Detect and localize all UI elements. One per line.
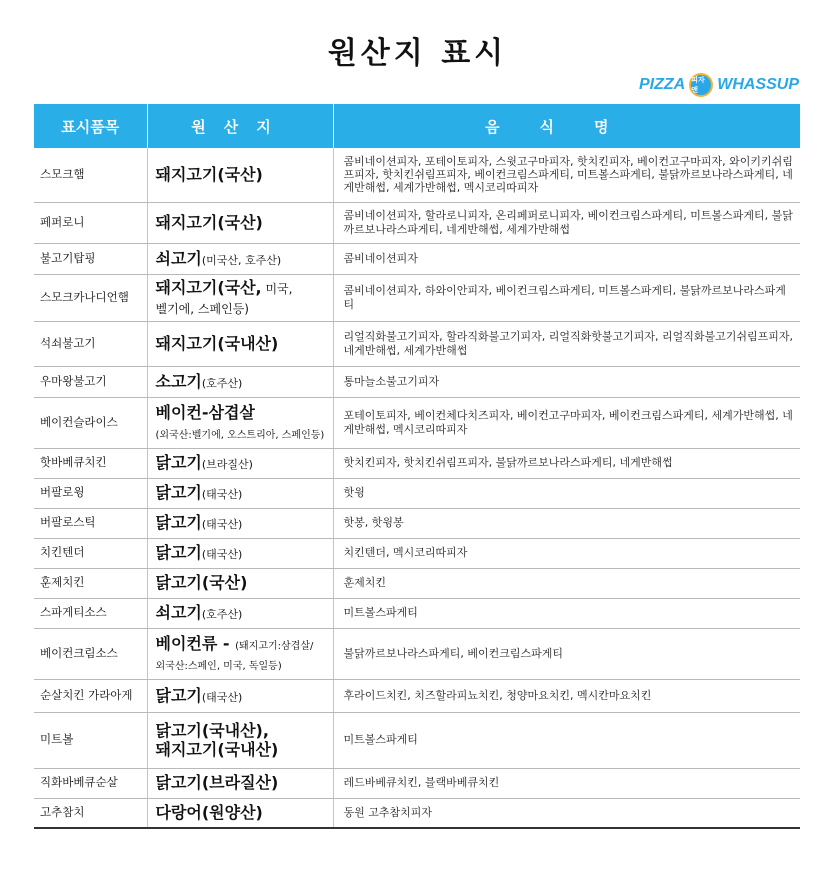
brand-logo <box>639 70 799 100</box>
table-row <box>34 628 800 679</box>
table-row <box>34 243 800 274</box>
page-title: 원산지 표시 <box>327 36 508 71</box>
origin-cell <box>147 243 333 274</box>
origin-main: 쇠고기 <box>155 248 202 268</box>
item-cell: 스모크햄 <box>34 148 147 202</box>
table-row <box>34 366 800 397</box>
origin-note: (호주산) <box>201 376 243 390</box>
table-row <box>34 768 800 798</box>
origin-cell <box>147 538 333 568</box>
item-cell: 직화바베큐순살 <box>34 768 147 798</box>
dishes-cell: 핫윙 <box>333 478 800 508</box>
header-dishes: 음식명 <box>333 104 800 148</box>
brand-name-right: WHASSUP <box>717 76 799 93</box>
origin-cell <box>147 508 333 538</box>
dishes-cell: 콤비네이션피자 <box>333 243 800 274</box>
item-cell: 순살치킨 가라아게 <box>34 679 147 712</box>
origin-cell <box>147 768 333 798</box>
origin-cell <box>147 274 333 321</box>
origin-cell <box>147 679 333 712</box>
item-cell: 미트볼 <box>34 712 147 768</box>
origin-line2: 돼지고기(국내산) <box>155 740 279 759</box>
table-row <box>34 148 800 202</box>
origin-main: 돼지고기(국내산) <box>155 333 279 353</box>
item-cell: 석쇠불고기 <box>34 321 147 366</box>
origin-line2: 외국산:스페인, 미국, 독일등) <box>155 660 282 672</box>
origin-main: 닭고기(국내산), <box>155 720 269 740</box>
origin-cell <box>147 148 333 202</box>
origin-main: 닭고기 <box>155 543 202 563</box>
origin-main: 소고기 <box>155 371 202 391</box>
brand-emblem-icon: 피자앤 <box>689 73 713 97</box>
table-row <box>34 508 800 538</box>
header-item: 표시품목 <box>34 104 147 148</box>
origin-main: 쇠고기 <box>155 603 202 623</box>
origin-cell <box>147 397 333 448</box>
item-cell: 치킨텐더 <box>34 538 147 568</box>
dishes-cell: 포테이토피자, 베이컨체다치즈피자, 베이컨고구마피자, 베이컨크림스파게티, 세계가반해썹, 네게반해썹, 멕시코리따피자 <box>333 397 800 448</box>
origin-main: 베이컨-삼겹살 <box>155 403 255 423</box>
item-cell: 버팔로스틱 <box>34 508 147 538</box>
origin-cell <box>147 366 333 397</box>
origin-note: 미국, <box>261 282 293 297</box>
table-row <box>34 538 800 568</box>
table-row <box>34 274 800 321</box>
origin-cell <box>147 202 333 243</box>
origin-note: (미국산, 호주산) <box>201 253 282 267</box>
origin-note: (돼지고기:삼겹살/ <box>235 641 314 653</box>
origin-table <box>34 104 800 829</box>
dishes-cell: 후라이드치킨, 치즈할라피뇨치킨, 청양마요치킨, 멕시칸마요치킨 <box>333 679 800 712</box>
origin-cell <box>147 478 333 508</box>
header-origin: 원산지 <box>147 104 333 148</box>
dishes-cell: 콤비네이션피자, 하와이안피자, 베이컨크림스파게티, 미트볼스파게티, 불닭까르보나라스파게티 <box>333 274 800 321</box>
table-row <box>34 321 800 366</box>
origin-main: 닭고기(국산) <box>155 573 248 593</box>
origin-cell <box>147 448 333 478</box>
item-cell: 스모크카나디언햄 <box>34 274 147 321</box>
dishes-cell: 콤비네이션피자, 할라로니피자, 온리페퍼로니피자, 베이컨크림스파게티, 미트볼스파게티, 불닭까르보나라스파게티, 네게반해썹, 세계가반해썹 <box>333 202 800 243</box>
dishes-cell: 동원 고추참치피자 <box>333 798 800 828</box>
dishes-cell: 콤비네이션피자, 포테이토피자, 스윗고구마피자, 핫치킨피자, 베이컨고구마피자, 와이키키쉬림프피자, 핫치킨쉬림프피자, 베이컨크림스파게티, 미트볼스파게티, 불닭까르보나라스파게티, 네게반해썹, 세계가반해썹, 멕시코리따피자 <box>333 148 800 202</box>
item-cell: 버팔로윙 <box>34 478 147 508</box>
origin-cell <box>147 321 333 366</box>
dishes-cell: 통마늘소불고기피자 <box>333 366 800 397</box>
origin-main: 닭고기 <box>155 685 202 705</box>
table-header-row <box>34 104 800 148</box>
dishes-cell: 레드바베큐치킨, 블랙바베큐치킨 <box>333 768 800 798</box>
origin-main: 닭고기 <box>155 513 202 533</box>
dishes-cell: 불닭까르보나라스파게티, 베이컨크림스파게티 <box>333 628 800 679</box>
dishes-cell: 미트볼스파게티 <box>333 712 800 768</box>
origin-main: 돼지고기(국산) <box>155 165 263 185</box>
origin-main: 베이컨류 - <box>155 634 236 654</box>
origin-main: 닭고기 <box>155 453 202 473</box>
table-row <box>34 568 800 598</box>
dishes-cell: 훈제치킨 <box>333 568 800 598</box>
item-cell: 핫바베큐치킨 <box>34 448 147 478</box>
origin-main: 닭고기(브라질산) <box>155 773 279 793</box>
origin-line2: (외국산:벨기에, 오스트리아, 스페인등) <box>155 429 325 441</box>
item-cell: 훈제치킨 <box>34 568 147 598</box>
item-cell: 페퍼로니 <box>34 202 147 243</box>
dishes-cell: 핫봉, 핫윙봉 <box>333 508 800 538</box>
origin-line2: 벨기에, 스페인등) <box>155 301 249 316</box>
table-row <box>34 478 800 508</box>
table-row <box>34 448 800 478</box>
item-cell: 스파게티소스 <box>34 598 147 628</box>
table-row <box>34 712 800 768</box>
origin-main: 다랑어(원양산) <box>155 803 263 823</box>
table-row <box>34 679 800 712</box>
origin-cell <box>147 568 333 598</box>
item-cell: 베이컨슬라이스 <box>34 397 147 448</box>
origin-note: (태국산) <box>201 518 243 532</box>
origin-note: (브라질산) <box>201 458 253 472</box>
brand-name-left: PIZZA <box>639 76 686 93</box>
origin-cell <box>147 798 333 828</box>
table-row <box>34 202 800 243</box>
origin-main: 닭고기 <box>155 483 202 503</box>
origin-main: 돼지고기(국산) <box>155 212 263 232</box>
item-cell: 베이컨크림소스 <box>34 628 147 679</box>
item-cell: 고추참치 <box>34 798 147 828</box>
item-cell: 불고기탑핑 <box>34 243 147 274</box>
origin-note: (태국산) <box>201 488 243 502</box>
table-row <box>34 798 800 828</box>
origin-cell <box>147 628 333 679</box>
origin-note: (태국산) <box>201 548 243 562</box>
item-cell: 우마왕불고기 <box>34 366 147 397</box>
origin-main: 돼지고기(국산, <box>155 278 262 298</box>
table-row <box>34 397 800 448</box>
origin-cell <box>147 598 333 628</box>
dishes-cell: 핫치킨피자, 핫치킨쉬림프피자, 불닭까르보나라스파게티, 네게반해썹 <box>333 448 800 478</box>
table-row <box>34 598 800 628</box>
dishes-cell: 치킨텐더, 멕시코리따피자 <box>333 538 800 568</box>
dishes-cell: 리얼직화불고기피자, 할라직화불고기피자, 리얼직화핫불고기피자, 리얼직화불고기쉬림프피자, 네게반해썹, 세계가반해썹 <box>333 321 800 366</box>
dishes-cell: 미트볼스파게티 <box>333 598 800 628</box>
origin-note: (태국산) <box>201 690 243 704</box>
origin-note: (호주산) <box>201 608 243 622</box>
origin-cell <box>147 712 333 768</box>
